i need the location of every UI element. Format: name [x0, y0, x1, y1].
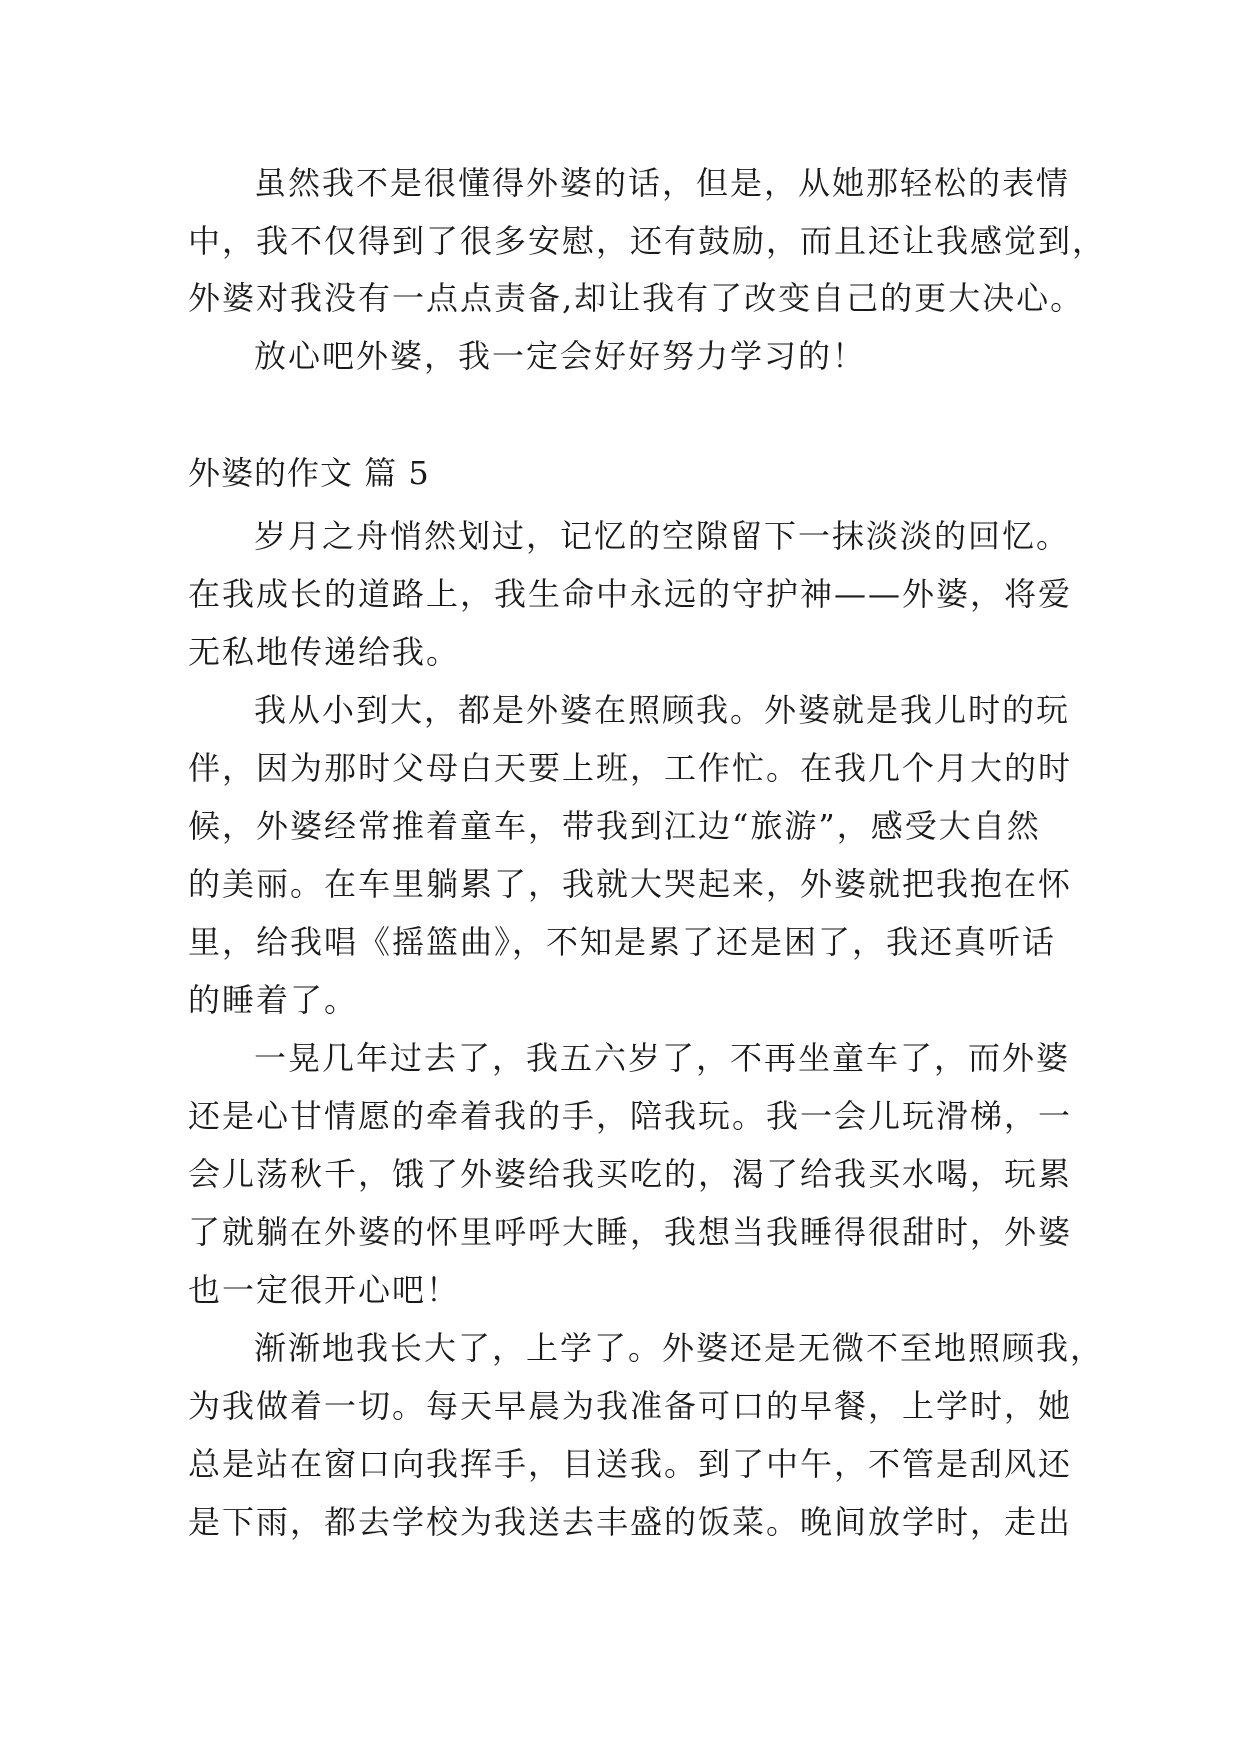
text-line: 总是站在窗口向我挥手，目送我。到了中午，不管是刮风还 — [188, 1445, 1073, 1483]
text-line: 在我成长的道路上，我生命中永远的守护神——外婆，将爱 — [188, 575, 1073, 613]
text-line: 会儿荡秋千，饿了外婆给我买吃的，渴了给我买水喝，玩累 — [188, 1155, 1073, 1193]
text-line: 还是心甘情愿的牵着我的手，陪我玩。我一会儿玩滑梯，一 — [188, 1097, 1073, 1135]
text-line: 是下雨，都去学校为我送去丰盛的饭菜。晚间放学时，走出 — [188, 1503, 1073, 1541]
text-line: 外婆对我没有一点点责备,却让我有了改变自己的更大决心。 — [188, 279, 1085, 317]
text-line: 一晃几年过去了，我五六岁了，不再坐童车了，而外婆 — [254, 1039, 1071, 1077]
text-line: 岁月之舟悄然划过，记忆的空隙留下一抹淡淡的回忆。 — [254, 517, 1071, 555]
text-line: 伴，因为那时父母白天要上班，工作忙。在我几个月大的时 — [188, 749, 1073, 787]
text-line: 也一定很开心吧！ — [188, 1271, 461, 1309]
text-line: 无私地传递给我。 — [188, 633, 461, 671]
text-line: 虽然我不是很懂得外婆的话，但是，从她那轻松的表情 — [254, 164, 1071, 202]
text-line: 里，给我唱《摇篮曲》，不知是累了还是困了，我还真听话 — [188, 923, 1057, 961]
text-line: 的美丽。在车里躺累了，我就大哭起来，外婆就把我抱在怀 — [188, 865, 1073, 903]
text-line: 为我做着一切。每天早晨为我准备可口的早餐，上学时，她 — [188, 1387, 1073, 1425]
text-line: 放心吧外婆，我一定会好好努力学习的！ — [254, 337, 867, 375]
text-line: 候，外婆经常推着童车，带我到江边“旅游”，感受大自然 — [188, 807, 1041, 845]
text-line: 了就躺在外婆的怀里呼呼大睡，我想当我睡得很甜时，外婆 — [188, 1213, 1073, 1251]
text-line: 我从小到大，都是外婆在照顾我。外婆就是我儿时的玩 — [254, 691, 1071, 729]
text-line: 渐渐地我长大了，上学了。外婆还是无微不至地照顾我， — [254, 1329, 1105, 1367]
text-line: 中，我不仅得到了很多安慰，还有鼓励，而且还让我感觉到， — [188, 222, 1107, 260]
section-heading: 外婆的作文 篇 5 — [188, 454, 430, 492]
text-line: 的睡着了。 — [188, 981, 359, 1019]
